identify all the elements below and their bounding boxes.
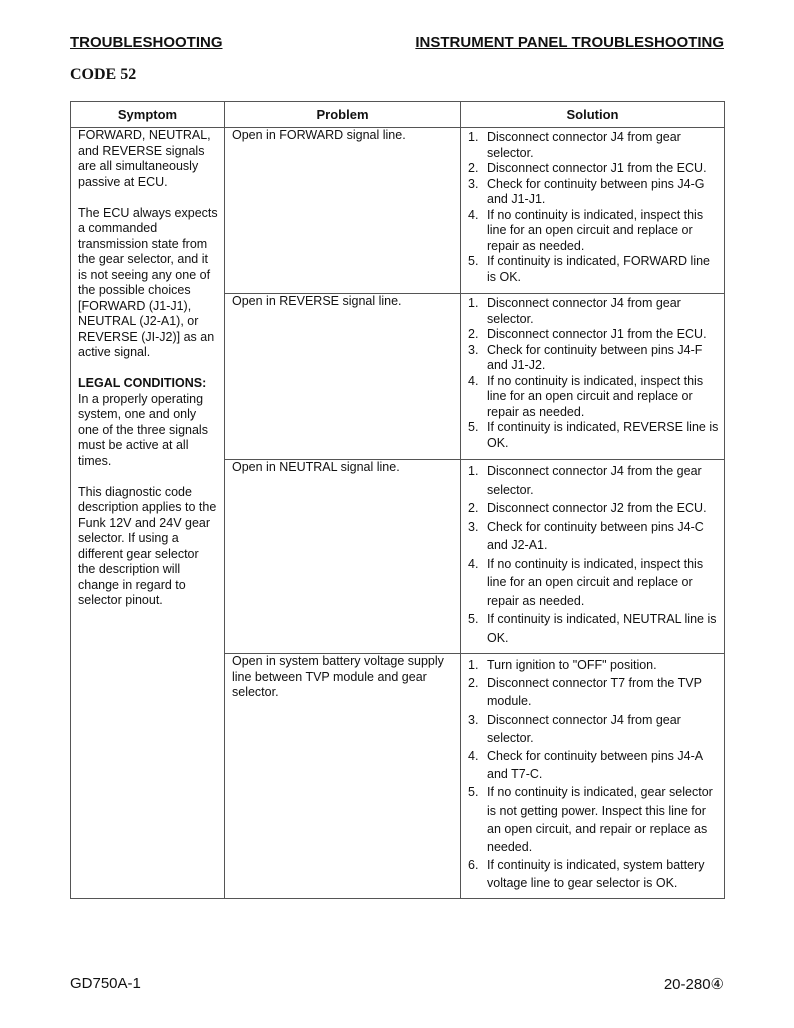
step-number: 4. xyxy=(468,749,479,764)
list-item xyxy=(468,374,720,421)
header-chapter-title: INSTRUMENT PANEL TROUBLESHOOTING xyxy=(415,34,724,51)
list-item xyxy=(468,296,720,327)
list-item xyxy=(468,674,720,710)
step-number: 3. xyxy=(468,712,479,727)
list-item xyxy=(468,499,720,518)
legal-conditions-text: In a properly operating system, one and only one of the three signals must be active at all times. xyxy=(78,391,208,468)
symptom-paragraph: The ECU always expects a commanded transmission state from the gear selector, and it is not seeing any one of the possible choices [FORWARD (J1-J1), NEUTRAL (J2-A1), or REVERSE (JI-J2)] as an active signal. xyxy=(78,205,218,359)
step-number: 5. xyxy=(468,254,479,268)
list-item xyxy=(468,343,720,374)
step-text: Check for continuity between pins J4-F and J1-J2. xyxy=(487,342,703,372)
step-text: If no continuity is indicated, inspect this line for an open circuit and replace or repair as needed. xyxy=(487,373,704,419)
list-item xyxy=(468,254,720,285)
column-header-problem: Problem xyxy=(225,102,461,128)
step-text: If continuity is indicated, system battery voltage line to gear selector is OK. xyxy=(487,858,705,891)
legal-conditions-label: LEGAL CONDITIONS: xyxy=(78,376,207,390)
problem-cell: Open in NEUTRAL signal line. xyxy=(225,460,461,654)
step-number: 4. xyxy=(468,373,479,388)
legal-conditions xyxy=(78,376,218,469)
step-text: Disconnect connector J1 from the ECU. xyxy=(487,161,707,175)
step-text: Disconnect connector T7 from the TVP module. xyxy=(487,676,702,709)
step-text: If no continuity is indicated, gear selector is not getting power. Inspect this line for an open circuit, and repair or replace as needed. xyxy=(487,785,713,855)
step-number: 2. xyxy=(468,676,479,691)
list-item xyxy=(468,555,720,611)
step-number: 3. xyxy=(468,176,479,191)
list-item xyxy=(468,177,720,208)
column-header-symptom: Symptom xyxy=(71,102,225,128)
list-item xyxy=(468,783,720,856)
list-item xyxy=(468,420,720,451)
step-number: 5. xyxy=(468,420,479,434)
list-item xyxy=(468,130,720,161)
step-text: Turn ignition to "OFF" position. xyxy=(487,658,657,672)
step-number: 4. xyxy=(468,556,479,571)
step-text: Disconnect connector J4 from gear selector. xyxy=(487,130,681,160)
step-text: Disconnect connector J1 from the ECU. xyxy=(487,327,707,341)
symptom-paragraph: This diagnostic code description applies to the Funk 12V and 24V gear selector. If using a different gear selector the description will change in regard to selector pinout. xyxy=(78,484,217,607)
step-number: 2. xyxy=(468,161,479,175)
step-number: 5. xyxy=(468,612,479,626)
problem-cell: Open in REVERSE signal line. xyxy=(225,294,461,460)
list-item xyxy=(468,208,720,255)
solution-steps xyxy=(468,130,720,285)
table-row xyxy=(71,128,725,294)
step-text: Disconnect connector J4 from the gear selector. xyxy=(487,464,702,497)
solution-cell xyxy=(461,460,725,654)
step-number: 6. xyxy=(468,858,479,873)
solution-steps xyxy=(468,296,720,451)
step-number: 1. xyxy=(468,296,479,310)
step-text: Check for continuity between pins J4-G and J1-J1. xyxy=(487,176,705,206)
table-header-row xyxy=(71,102,725,128)
header-section-title: TROUBLESHOOTING xyxy=(70,34,223,51)
step-number: 5. xyxy=(468,785,479,800)
step-text: Check for continuity between pins J4-A and T7-C. xyxy=(487,749,703,782)
list-item xyxy=(468,747,720,783)
step-number: 1. xyxy=(468,464,479,478)
list-item xyxy=(468,462,720,499)
footer-model-number: GD750A-1 xyxy=(70,975,141,992)
step-number: 3. xyxy=(468,342,479,357)
list-item xyxy=(468,327,720,343)
problem-cell: Open in system battery voltage supply line between TVP module and gear selector. xyxy=(225,654,461,899)
step-text: Disconnect connector J4 from gear selector. xyxy=(487,296,681,326)
step-text: If no continuity is indicated, inspect this line for an open circuit and replace or repair as needed. xyxy=(487,207,704,253)
column-header-solution: Solution xyxy=(461,102,725,128)
list-item xyxy=(468,711,720,747)
step-text: If continuity is indicated, NEUTRAL line is OK. xyxy=(487,612,717,645)
list-item xyxy=(468,856,720,892)
solution-cell xyxy=(461,654,725,899)
symptom-cell xyxy=(71,128,225,899)
problem-cell: Open in FORWARD signal line. xyxy=(225,128,461,294)
step-number: 1. xyxy=(468,658,479,672)
list-item xyxy=(468,610,720,647)
step-number: 4. xyxy=(468,207,479,222)
step-text: Disconnect connector J4 from gear selector. xyxy=(487,712,681,745)
step-number: 1. xyxy=(468,130,479,144)
solution-steps xyxy=(468,462,720,647)
list-item xyxy=(468,656,720,674)
step-text: Disconnect connector J2 from the ECU. xyxy=(487,501,707,515)
step-text: If continuity is indicated, FORWARD line is OK. xyxy=(487,254,710,284)
solution-steps xyxy=(468,656,720,893)
step-number: 2. xyxy=(468,501,479,515)
step-number: 3. xyxy=(468,519,479,534)
step-number: 2. xyxy=(468,327,479,341)
troubleshooting-table xyxy=(70,101,725,899)
solution-cell xyxy=(461,294,725,460)
symptom-paragraph: FORWARD, NEUTRAL, and REVERSE signals are all simultaneously passive at ECU. xyxy=(78,128,211,189)
step-text: Check for continuity between pins J4-C and J2-A1. xyxy=(487,519,704,552)
list-item xyxy=(468,161,720,177)
step-text: If continuity is indicated, REVERSE line is OK. xyxy=(487,420,719,450)
step-text: If no continuity is indicated, inspect this line for an open circuit and replace or repair as needed. xyxy=(487,556,704,608)
list-item xyxy=(468,518,720,555)
solution-cell xyxy=(461,128,725,294)
footer-page-number: 20-280④ xyxy=(663,976,724,993)
code-title: CODE 52 xyxy=(70,66,137,83)
